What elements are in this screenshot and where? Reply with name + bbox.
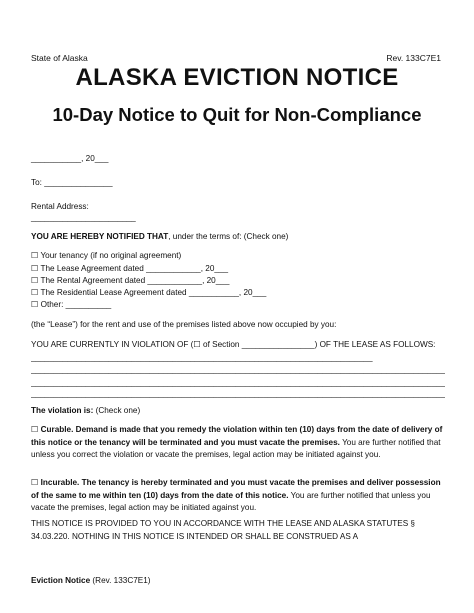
lease-definition-line: (the “Lease”) for the rent and use of the premises listed above now occupied by you:: [31, 320, 337, 329]
statute-paragraph: THIS NOTICE IS PROVIDED TO YOU IN ACCORDANCE WITH THE LEASE AND ALASKA STATUTES § 34.03.220. NOTHING IN THIS NOTICE IS INTENDED OR SHALL BE CONSTRUED AS A: [31, 519, 415, 541]
option-rental-agreement: ☐ The Rental Agreement dated ____________, 20___: [31, 276, 230, 285]
violation-block: [31, 339, 445, 389]
violation-is-bold: The violation is:: [31, 406, 94, 415]
date-line: ___________, 20___: [31, 154, 109, 163]
violation-blank-line: ___________________________________________________________________________________________: [31, 365, 445, 374]
to-line: To: _______________: [31, 178, 113, 187]
incurable-paragraph: [31, 477, 445, 515]
notified-line: [31, 232, 288, 241]
violation-is-rest: (Check one): [93, 406, 141, 415]
notified-bold: YOU ARE HEREBY NOTIFIED THAT: [31, 232, 169, 241]
incurable-bold: Incurable. The tenancy is hereby terminated and you must vacate the premises and deliver possession of the same to me within ten (10) days from the date of this notice.: [31, 478, 441, 500]
revision-label: Rev. 133C7E1: [386, 53, 441, 63]
footer-bold: Eviction Notice: [31, 576, 91, 585]
footer-rest: (Rev. 133C7E1): [90, 576, 151, 585]
rental-address-blank: _______________________: [31, 213, 136, 222]
violation-line: YOU ARE CURRENTLY IN VIOLATION OF (☐ of Section ________________) OF THE LEASE AS FOLLOWS: ___________________________________________________________________________: [31, 340, 436, 362]
rental-address-label: Rental Address:: [31, 202, 89, 211]
incurable-rest: You are further notified that unless you vacate the premises, legal action may be initiated against you.: [31, 490, 431, 512]
curable-paragraph: [31, 424, 445, 462]
document-subtitle: 10-Day Notice to Quit for Non-Compliance: [52, 104, 422, 125]
footer: [31, 576, 151, 585]
notified-rest: , under the terms of: (Check one): [168, 232, 289, 241]
document-title: ALASKA EVICTION NOTICE: [75, 64, 399, 91]
curable-rest: You are further notified that unless you correct the violation or vacate the premises, legal action may be initiated against you.: [31, 437, 441, 459]
curable-bold: Curable. Demand is made that you remedy the violation within ten (10) days from the date of delivery of this notice or the tenancy will be terminated and you must vacate the premises.: [31, 425, 443, 447]
state-label: State of Alaska: [31, 53, 88, 63]
checkbox-incurable: ☐: [31, 478, 41, 487]
option-tenancy: ☐ Your tenancy (if no original agreement): [31, 251, 182, 260]
option-residential-lease: ☐ The Residential Lease Agreement dated ___________, 20___: [31, 288, 267, 297]
violation-blank-line: ___________________________________________________________________________________________: [31, 389, 445, 398]
violation-is-line: [31, 406, 140, 415]
option-other: ☐ Other: __________: [31, 300, 112, 309]
option-lease-agreement: ☐ The Lease Agreement dated ____________, 20___: [31, 264, 229, 273]
violation-blank-line: ___________________________________________________________________________________________: [31, 377, 445, 387]
checkbox-curable: ☐: [31, 425, 41, 434]
